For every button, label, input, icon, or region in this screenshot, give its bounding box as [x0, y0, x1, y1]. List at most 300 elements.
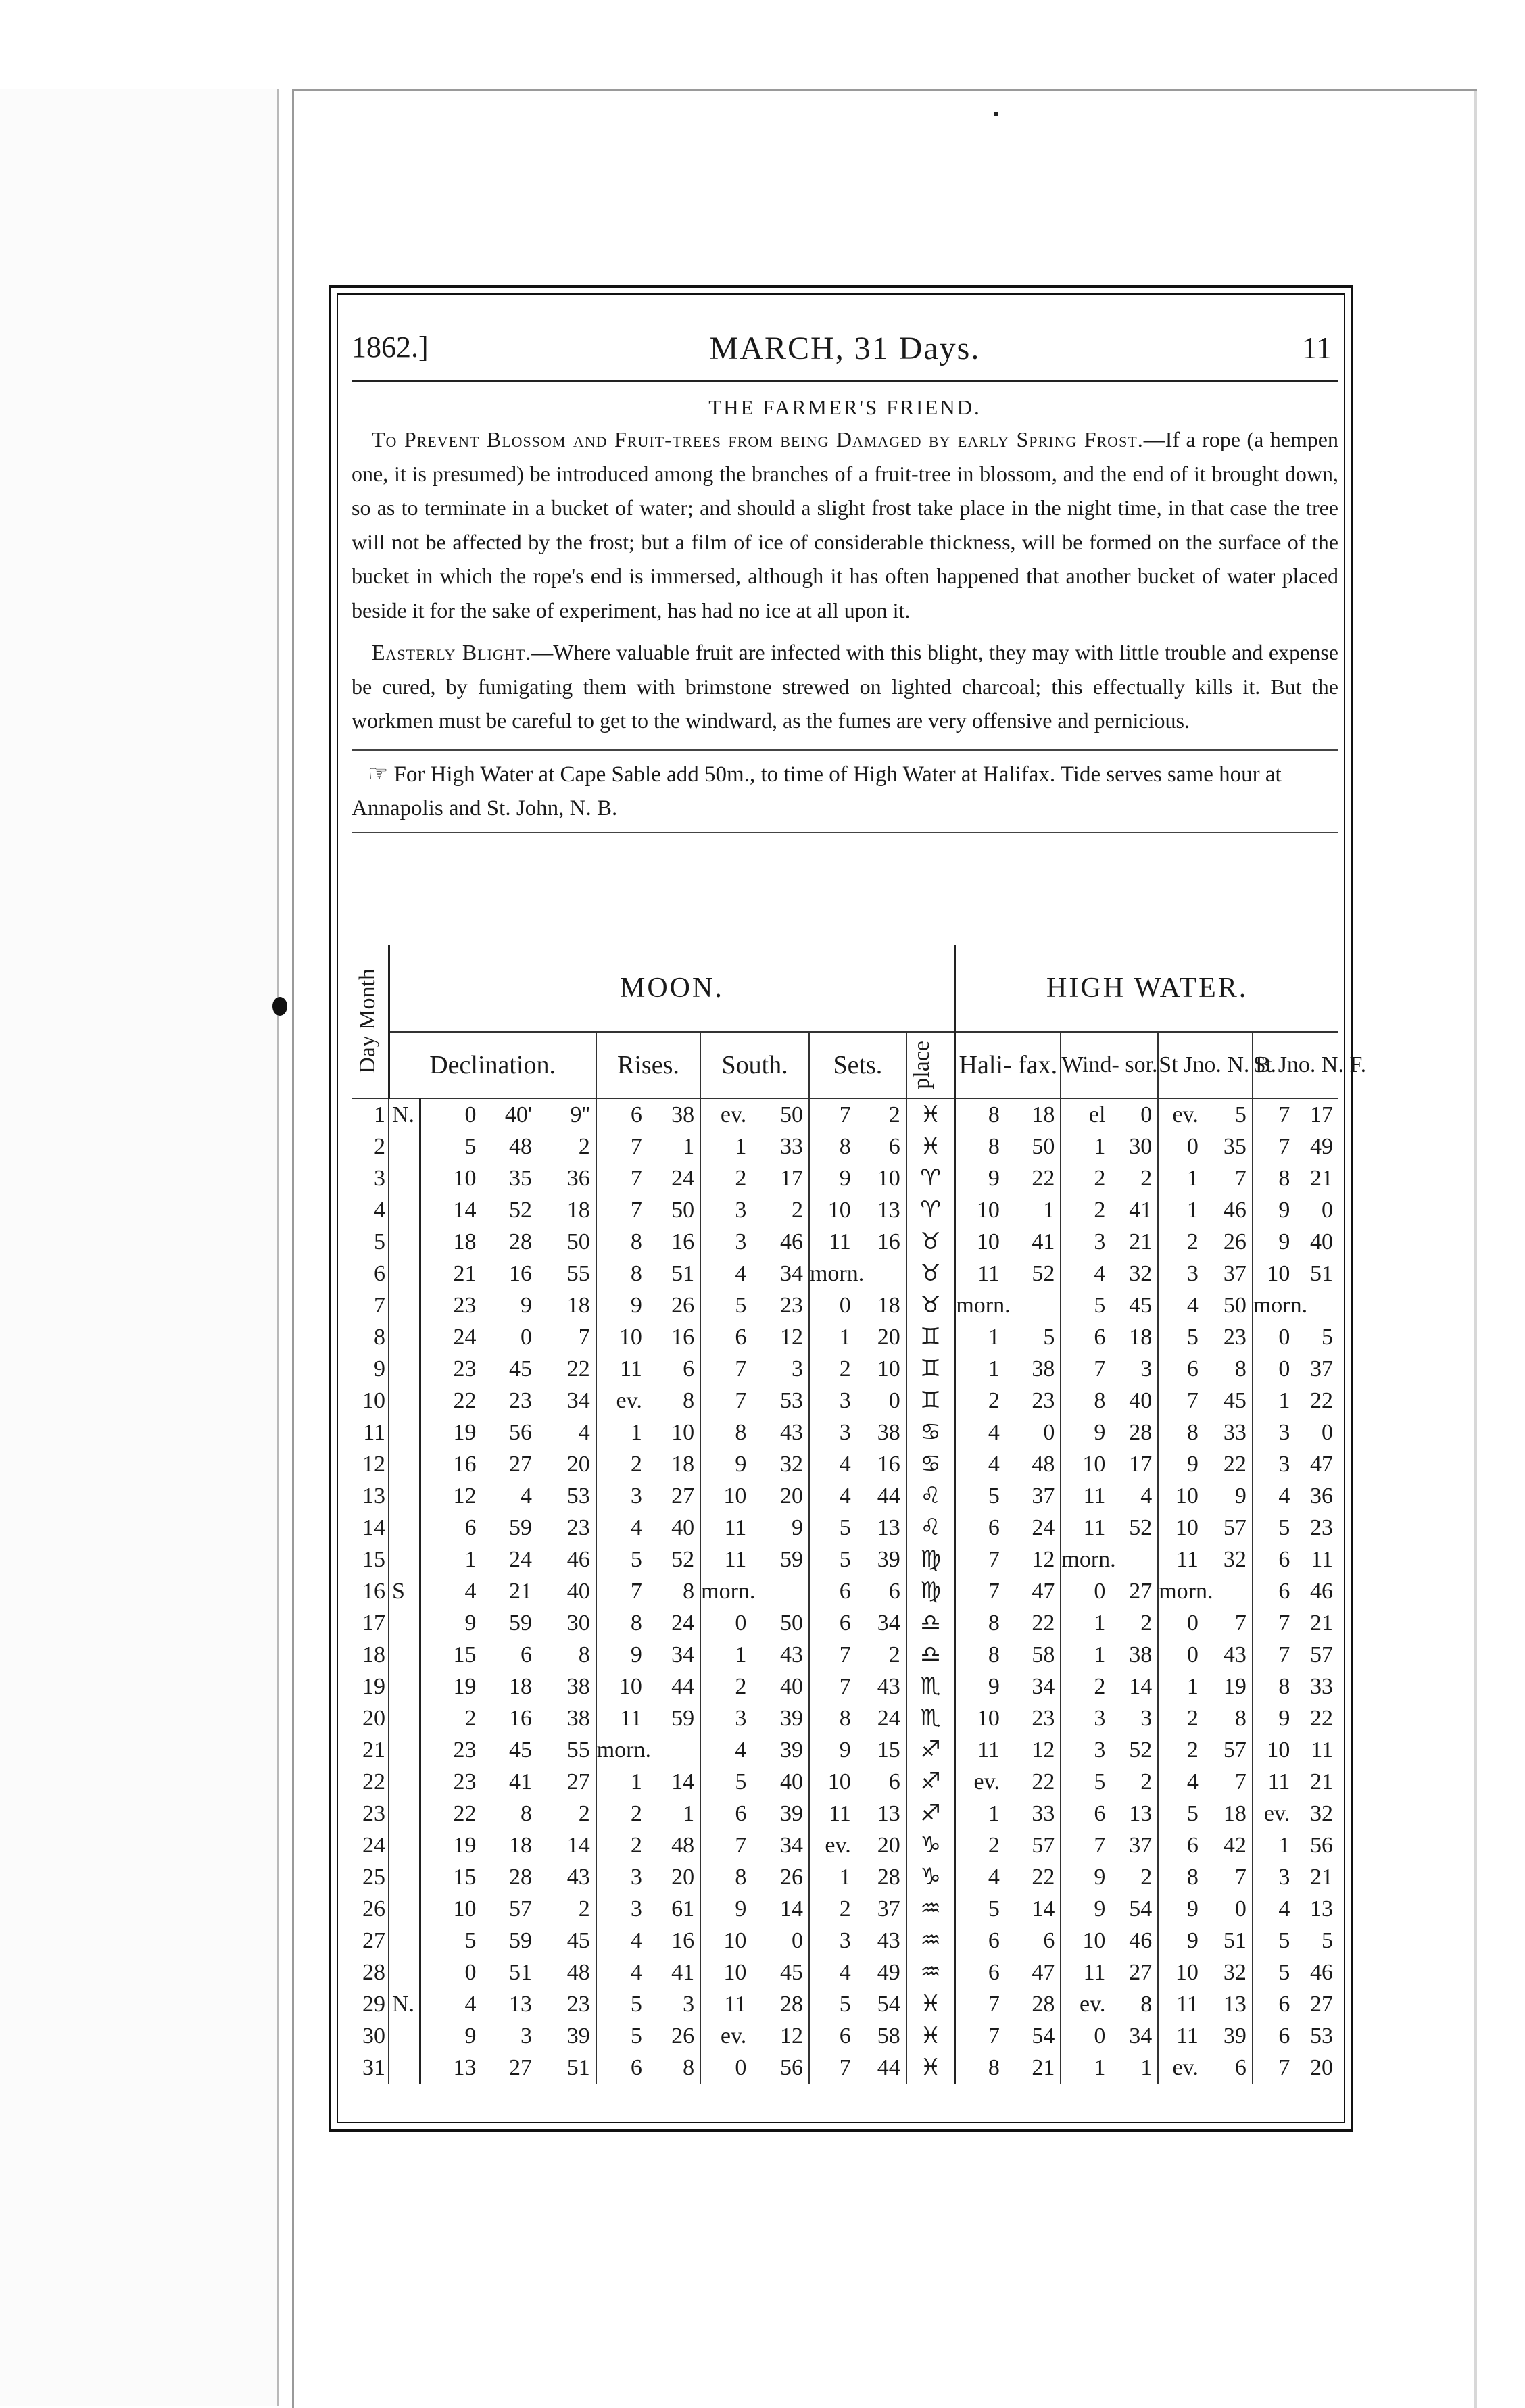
cell-ns [389, 1671, 420, 1702]
cell-day: 17 [362, 1611, 385, 1636]
cell-d3: 9'' [570, 1102, 590, 1127]
cell-d1: 6 [420, 1512, 482, 1544]
cell-wi-h: 5 [1061, 1766, 1111, 1798]
cell-rise-h: 2 [596, 1829, 648, 1861]
cell-d1: 5 [420, 1925, 482, 1957]
cell-ns [389, 1766, 420, 1798]
cell-day: 12 [362, 1452, 385, 1477]
cell-wi-h: 10 [1061, 1448, 1111, 1480]
cell-sign: ♓ [906, 2052, 955, 2084]
cell-d2: 45 [509, 1356, 532, 1381]
cell-set-h: 9 [809, 1734, 856, 1766]
cell-set-h: 5 [809, 1512, 856, 1544]
cell-d2: 3 [521, 2023, 532, 2048]
cell-wi-h: 9 [1061, 1893, 1111, 1925]
cell-d2: 0 [521, 1325, 532, 1350]
cell-sign: ♊ [906, 1353, 955, 1385]
cell-d3: 51 [566, 2055, 590, 2080]
cell-nb-h: ev. [1158, 1098, 1204, 1131]
cell-south-h: 9 [700, 1448, 752, 1480]
cell-day: 7 [374, 1293, 385, 1318]
cell-wi-m: 45 [1129, 1293, 1153, 1318]
almanac-table [352, 945, 1367, 2084]
cell-wi-m: 4 [1140, 1483, 1153, 1508]
cell-south-h: 11 [700, 1988, 752, 2020]
cell-wi-m: 34 [1129, 2023, 1153, 2048]
cell-set-h: 11 [809, 1798, 856, 1829]
cell-d3: 2 [578, 1896, 590, 1921]
cell-nf-h: 3 [1253, 1417, 1295, 1448]
cell-rise-h: 5 [596, 2020, 648, 2052]
cell-set-m: 20 [877, 1833, 900, 1858]
cell-nf-m: 27 [1310, 1992, 1333, 2017]
cell-nf-m: 22 [1310, 1706, 1333, 1731]
cell-d3: 43 [566, 1865, 590, 1890]
cell-d2: 23 [509, 1388, 532, 1413]
cell-wi-m: 2 [1140, 1769, 1153, 1794]
cell-wi-h: 11 [1061, 1480, 1111, 1512]
cell-nf-h: 10 [1253, 1734, 1295, 1766]
cell-nf-m: 47 [1310, 1452, 1333, 1477]
cell-hx-h: 6 [955, 1957, 1005, 1988]
page-number: 11 [1301, 330, 1332, 365]
day-month-header: Day Month [355, 968, 380, 1074]
cell-wi-m: 3 [1140, 1356, 1153, 1381]
cell-nf-h: 0 [1253, 1353, 1295, 1385]
cell-set-m: 49 [877, 1960, 900, 1985]
cell-d1: 10 [420, 1162, 482, 1194]
cell-wi-m: 14 [1129, 1674, 1153, 1699]
cell-sign: ♓ [906, 1131, 955, 1162]
cell-sign: ♒ [906, 1957, 955, 1988]
cell-sign: ♓ [906, 1098, 955, 1131]
cell-nf-m: 36 [1310, 1483, 1333, 1508]
cell-nb-m: 50 [1223, 1293, 1246, 1318]
cell-nb-m: 39 [1223, 2023, 1246, 2048]
cell-nb-m: 9 [1234, 1483, 1246, 1508]
south-header: South. [700, 1032, 809, 1098]
cell-south-m: 33 [779, 1134, 803, 1159]
cell-sign: ♑ [906, 1829, 955, 1861]
cell-nf-h: 1 [1253, 1829, 1295, 1861]
cell-set-m: 13 [877, 1801, 900, 1826]
cell-nb-h: 2 [1158, 1702, 1204, 1734]
table-row [352, 1829, 1338, 1861]
cell-d3: 50 [566, 1229, 590, 1254]
cell-hx-h: 2 [955, 1829, 1005, 1861]
cell-d1: 15 [420, 1861, 482, 1893]
cell-wi-h: ev. [1061, 1988, 1111, 2020]
cell-d1: 19 [420, 1417, 482, 1448]
cell-day: 28 [362, 1960, 385, 1985]
cell-hx-m: 21 [1032, 2055, 1055, 2080]
cell-nb-m: 23 [1223, 1325, 1246, 1350]
cell-ns [389, 1607, 420, 1639]
cell-wi-m: 21 [1129, 1229, 1153, 1254]
cell-set-m: 6 [888, 1134, 900, 1159]
cell-ns: N. [389, 1988, 420, 2020]
cell-hx-m: 22 [1032, 1769, 1055, 1794]
cell-sign: ♉ [906, 1226, 955, 1258]
cell-d3: 23 [566, 1515, 590, 1540]
cell-hx-h: 4 [955, 1448, 1005, 1480]
paragraph-blight-body: —Where valuable fruit are infected with this blight, they may with little trouble and expense be cured, by fumigating them with brimstone strewed on lighted charcoal; this effectually kills it. But the workmen must be careful to get to the windward, as the fumes are very offensive and pernicious. [352, 640, 1338, 733]
cell-hx-m: 54 [1032, 2023, 1055, 2048]
cell-nf-m: 21 [1310, 1166, 1333, 1191]
cell-nf-h: 7 [1253, 1607, 1295, 1639]
cell-rise-m: 1 [683, 1134, 695, 1159]
cell-d3: 2 [578, 1134, 590, 1159]
cell-d3: 18 [566, 1293, 590, 1318]
paragraph-blight [352, 635, 1338, 738]
cell-wi-m: 28 [1129, 1420, 1153, 1445]
cell-wi-h: 5 [1061, 1289, 1111, 1321]
cell-d2: 6 [521, 1642, 532, 1667]
cell-rise-m: 6 [683, 1356, 695, 1381]
cell-set-h: 2 [809, 1353, 856, 1385]
cell-set-m: 6 [888, 1579, 900, 1604]
cell-nb-h: 11 [1158, 1544, 1204, 1575]
cell-d2: 16 [509, 1706, 532, 1731]
cell-wi-h: 3 [1061, 1734, 1111, 1766]
cell-nb-h: morn. [1158, 1575, 1204, 1607]
cell-nf-h: 6 [1253, 1575, 1295, 1607]
cell-hx-h: 5 [955, 1480, 1005, 1512]
cell-set-h: 4 [809, 1448, 856, 1480]
cell-sign: ♈ [906, 1162, 955, 1194]
cell-south-m [752, 1575, 809, 1607]
cell-nb-h: 1 [1158, 1194, 1204, 1226]
cell-wi-m: 2 [1140, 1611, 1153, 1636]
cell-day: 14 [362, 1515, 385, 1540]
cell-nf-h: 1 [1253, 1385, 1295, 1417]
paragraph-frost [352, 422, 1338, 627]
cell-hx-h: 8 [955, 1131, 1005, 1162]
cell-set-m: 38 [877, 1420, 900, 1445]
cell-sign: ♐ [906, 1734, 955, 1766]
cell-south-m: 39 [779, 1738, 803, 1763]
cell-ns [389, 1353, 420, 1385]
cell-south-h: 10 [700, 1925, 752, 1957]
cell-south-h: 3 [700, 1226, 752, 1258]
cell-d3: 55 [566, 1261, 590, 1286]
cell-rise-h: 9 [596, 1289, 648, 1321]
cell-rise-h: 4 [596, 1925, 648, 1957]
cell-wi-m: 30 [1129, 1134, 1153, 1159]
rises-header: Rises. [596, 1032, 700, 1098]
cell-wi-h: 0 [1061, 1575, 1111, 1607]
table-row [352, 2052, 1338, 2084]
cell-south-h: 2 [700, 1671, 752, 1702]
cell-south-h: 0 [700, 2052, 752, 2084]
page-edge [1474, 91, 1477, 2408]
cell-rise-h: 1 [596, 1417, 648, 1448]
cell-rise-h: 8 [596, 1226, 648, 1258]
cell-set-m: 58 [877, 2023, 900, 2048]
cell-south-m: 39 [779, 1706, 803, 1731]
cell-d1: 23 [420, 1353, 482, 1385]
cell-ns [389, 1131, 420, 1162]
cell-set-h: 8 [809, 1702, 856, 1734]
cell-d1: 19 [420, 1829, 482, 1861]
cell-sign: ♒ [906, 1925, 955, 1957]
cell-hx-m: 41 [1032, 1229, 1055, 1254]
cell-rise-m [648, 1734, 700, 1766]
cell-d2: 18 [509, 1674, 532, 1699]
cell-south-m: 23 [779, 1293, 803, 1318]
cell-sign: ♋ [906, 1417, 955, 1448]
halifax-header: Hali- fax. [955, 1032, 1061, 1098]
cell-south-h: 9 [700, 1893, 752, 1925]
cell-nf-h: 7 [1253, 1098, 1295, 1131]
cell-day: 9 [374, 1356, 385, 1381]
cell-south-m: 20 [779, 1483, 803, 1508]
cell-wi-m: 32 [1129, 1261, 1153, 1286]
cell-day: 24 [362, 1833, 385, 1858]
cell-south-m: 34 [779, 1833, 803, 1858]
cell-wi-m: 38 [1129, 1642, 1153, 1667]
binding-hole [272, 997, 287, 1016]
cell-set-m: 54 [877, 1992, 900, 2017]
cell-nf-h: 8 [1253, 1162, 1295, 1194]
cell-rise-h: 5 [596, 1988, 648, 2020]
cell-nf-m: 53 [1310, 2023, 1333, 2048]
cell-nf-h: ev. [1253, 1798, 1295, 1829]
cell-nf-h: 5 [1253, 1925, 1295, 1957]
cell-hx-h: 7 [955, 2020, 1005, 2052]
cell-south-m: 17 [779, 1166, 803, 1191]
cell-nf-m: 46 [1310, 1960, 1333, 1985]
cell-hx-m: 0 [1043, 1420, 1055, 1445]
cell-nb-h: 10 [1158, 1480, 1204, 1512]
cell-nb-h: 0 [1158, 1131, 1204, 1162]
cell-nf-m: 40 [1310, 1229, 1333, 1254]
cell-day: 10 [362, 1388, 385, 1413]
cell-hx-m: 22 [1032, 1611, 1055, 1636]
cell-wi-m: 2 [1140, 1166, 1153, 1191]
cell-south-m: 50 [779, 1611, 803, 1636]
cell-d2: 8 [521, 1801, 532, 1826]
cell-nb-m: 43 [1223, 1642, 1246, 1667]
cell-d3: 38 [566, 1706, 590, 1731]
cell-hx-m: 14 [1032, 1896, 1055, 1921]
cell-nb-m: 26 [1223, 1229, 1246, 1254]
cell-rise-m: 8 [683, 1579, 695, 1604]
cell-nb-m: 6 [1234, 2055, 1246, 2080]
cell-d2: 59 [509, 1928, 532, 1953]
cell-hx-m: 38 [1032, 1356, 1055, 1381]
cell-wi-h: 11 [1061, 1957, 1111, 1988]
cell-hx-h: 2 [955, 1385, 1005, 1417]
cell-nb-h: 2 [1158, 1734, 1204, 1766]
cell-rise-m: 61 [671, 1896, 695, 1921]
cell-set-h: 10 [809, 1194, 856, 1226]
cell-south-m: 28 [779, 1992, 803, 2017]
cell-d3: 4 [578, 1420, 590, 1445]
cell-nf-m: 13 [1310, 1896, 1333, 1921]
divider [352, 749, 1338, 751]
cell-d2: 27 [509, 1452, 532, 1477]
cell-rise-m: 8 [683, 1388, 695, 1413]
cell-d1: 4 [420, 1575, 482, 1607]
cell-day: 29 [362, 1992, 385, 2017]
cell-rise-h: 6 [596, 2052, 648, 2084]
cell-nb-h: 11 [1158, 1988, 1204, 2020]
cell-nb-h: 10 [1158, 1957, 1204, 1988]
cell-rise-m: 16 [671, 1928, 695, 1953]
cell-sign: ♊ [906, 1385, 955, 1417]
cell-set-m: 6 [888, 1769, 900, 1794]
cell-hx-m: 24 [1032, 1515, 1055, 1540]
table-row [352, 1289, 1338, 1321]
cell-set-m: 2 [888, 1642, 900, 1667]
cell-hx-m: 1 [1043, 1198, 1055, 1223]
table-row [352, 1480, 1338, 1512]
cell-hx-h: 1 [955, 1353, 1005, 1385]
table-row [352, 1544, 1338, 1575]
cell-d2: 45 [509, 1738, 532, 1763]
cell-set-m: 0 [888, 1388, 900, 1413]
cell-wi-h: 6 [1061, 1321, 1111, 1353]
cell-d1: 14 [420, 1194, 482, 1226]
cell-d1: 16 [420, 1448, 482, 1480]
cell-d3: 30 [566, 1611, 590, 1636]
cell-nf-m: 37 [1310, 1356, 1333, 1381]
cell-sign: ♊ [906, 1321, 955, 1353]
cell-south-h: 6 [700, 1798, 752, 1829]
cell-south-h: 10 [700, 1957, 752, 1988]
cell-day: 1 [374, 1102, 385, 1127]
cell-nf-h: 7 [1253, 1639, 1295, 1671]
cell-set-m: 28 [877, 1865, 900, 1890]
cell-d1: 0 [420, 1957, 482, 1988]
table-row [352, 1766, 1338, 1798]
cell-hx-h: 7 [955, 1575, 1005, 1607]
cell-nf-h: 9 [1253, 1702, 1295, 1734]
cell-nb-h: 4 [1158, 1766, 1204, 1798]
cell-set-m: 10 [877, 1356, 900, 1381]
cell-set-h: 6 [809, 1575, 856, 1607]
cell-rise-m: 50 [671, 1198, 695, 1223]
cell-south-m: 43 [779, 1642, 803, 1667]
paragraph-frost-body: —If a rope (a hempen one, it is presumed) be introduced among the branches of a fruit-tree in blossom, and the end of it brought down, so as to terminate in a bucket of water; and should a slight frost take place in the night time, in that case the tree will not be affected by the frost; but a film of ice of considerable thickness, will be formed on the surface of the bucket in which the rope's end is immersed, although it has often happened that another bucket of water placed beside it for the sake of experiment, has had no ice at all upon it. [352, 427, 1339, 622]
cell-wi-m: 37 [1129, 1833, 1153, 1858]
cell-d3: 27 [566, 1769, 590, 1794]
cell-wi-h: 2 [1061, 1194, 1111, 1226]
cell-wi-m: 18 [1129, 1325, 1153, 1350]
cell-south-h: ev. [700, 2020, 752, 2052]
cell-wi-h: 2 [1061, 1162, 1111, 1194]
cell-nb-m: 22 [1223, 1452, 1246, 1477]
cell-nf-h: 3 [1253, 1448, 1295, 1480]
cell-hx-h: 8 [955, 1098, 1005, 1131]
cell-wi-h: 1 [1061, 2052, 1111, 2084]
cell-nf-h: 4 [1253, 1893, 1295, 1925]
cell-nb-m: 35 [1223, 1134, 1246, 1159]
cell-hx-m: 33 [1032, 1801, 1055, 1826]
cell-nf-h: 4 [1253, 1480, 1295, 1512]
cell-hx-h: 9 [955, 1162, 1005, 1194]
page-content [352, 318, 1338, 833]
cell-nb-h: 6 [1158, 1353, 1204, 1385]
cell-rise-m: 20 [671, 1865, 695, 1890]
tide-note-text: For High Water at Cape Sable add 50m., to time of High Water at Halifax. Tide serves same hour at Annapolis and St. John, N. B. [352, 762, 1282, 820]
cell-rise-m: 34 [671, 1642, 695, 1667]
cell-d3: 53 [566, 1483, 590, 1508]
cell-hx-m: 22 [1032, 1166, 1055, 1191]
cell-hx-h: 1 [955, 1798, 1005, 1829]
cell-d1: 13 [420, 2052, 482, 2084]
cell-d1: 23 [420, 1289, 482, 1321]
cell-set-m: 13 [877, 1515, 900, 1540]
cell-ns [389, 2020, 420, 2052]
table-row [352, 1226, 1338, 1258]
cell-south-m: 26 [779, 1865, 803, 1890]
cell-south-m: 40 [779, 1674, 803, 1699]
cell-nb-m: 18 [1223, 1801, 1246, 1826]
cell-sign: ♓ [906, 2020, 955, 2052]
table-row [352, 1671, 1338, 1702]
cell-hx-h: ev. [955, 1766, 1005, 1798]
cell-set-h: 7 [809, 2052, 856, 2084]
cell-rise-h: 6 [596, 1098, 648, 1131]
cell-nf-h: 5 [1253, 1512, 1295, 1544]
cell-set-h: morn. [809, 1258, 856, 1289]
cell-nf-m: 21 [1310, 1769, 1333, 1794]
table-row [352, 1258, 1338, 1289]
cell-hx-h: morn. [955, 1289, 1005, 1321]
cell-hx-m: 47 [1032, 1960, 1055, 1985]
cell-day: 20 [362, 1706, 385, 1731]
cell-set-m: 37 [877, 1896, 900, 1921]
table-row [352, 1512, 1338, 1544]
cell-wi-m: 13 [1129, 1801, 1153, 1826]
cell-set-m: 34 [877, 1611, 900, 1636]
cell-rise-m: 18 [671, 1452, 695, 1477]
cell-nf-m: 0 [1322, 1198, 1333, 1223]
cell-hx-h: 5 [955, 1893, 1005, 1925]
cell-nf-m: 51 [1310, 1261, 1333, 1286]
cell-d1: 9 [420, 2020, 482, 2052]
table-row [352, 1353, 1338, 1385]
cell-d3: 55 [566, 1738, 590, 1763]
cell-nf-h: 6 [1253, 1544, 1295, 1575]
cell-wi-h: 9 [1061, 1861, 1111, 1893]
cell-nf-m: 0 [1322, 1420, 1333, 1445]
cell-hx-h: 1 [955, 1321, 1005, 1353]
cell-d2: 35 [509, 1166, 532, 1191]
cell-nf-m: 11 [1311, 1547, 1333, 1572]
cell-nb-m: 33 [1223, 1420, 1246, 1445]
cell-set-m: 15 [877, 1738, 900, 1763]
cell-d3: 38 [566, 1674, 590, 1699]
cell-rise-m: 26 [671, 1293, 695, 1318]
cell-hx-h: 10 [955, 1226, 1005, 1258]
cell-d2: 4 [521, 1483, 532, 1508]
cell-rise-h: 3 [596, 1861, 648, 1893]
cell-hx-m: 6 [1043, 1928, 1055, 1953]
cell-wi-h: 7 [1061, 1353, 1111, 1385]
cell-set-h: 7 [809, 1639, 856, 1671]
cell-nb-m: 57 [1223, 1515, 1246, 1540]
cell-wi-h: 3 [1061, 1226, 1111, 1258]
sets-header: Sets. [809, 1032, 906, 1098]
cell-wi-m: 54 [1129, 1896, 1153, 1921]
cell-wi-h: 10 [1061, 1925, 1111, 1957]
cell-nf-h: 6 [1253, 2020, 1295, 2052]
cell-sign: ♉ [906, 1289, 955, 1321]
cell-south-m: 14 [779, 1896, 803, 1921]
